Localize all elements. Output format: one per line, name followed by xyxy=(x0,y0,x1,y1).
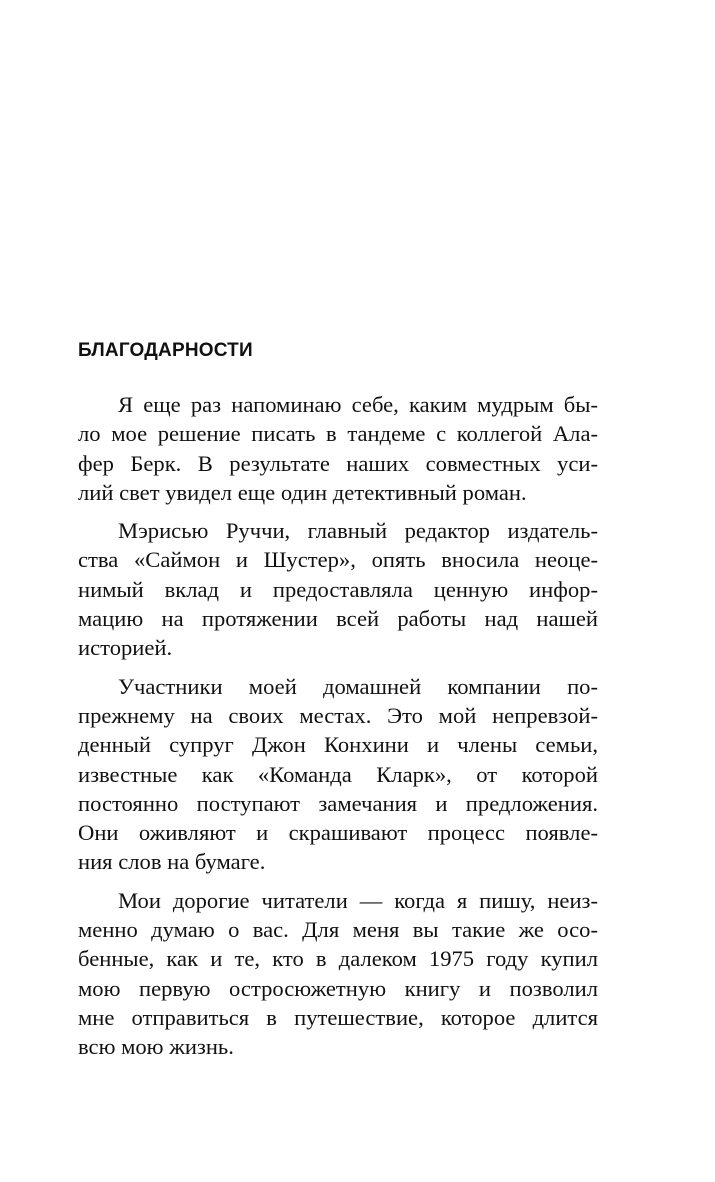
text-line: денный супруг Джон Конхини и члены семьи, xyxy=(78,732,598,758)
text-line: фер Берк. В результате наших совместных уси- xyxy=(78,450,598,476)
text-line: Они оживляют и скрашивают процесс появле- xyxy=(78,820,598,846)
text-line: менно думаю о вас. Для меня вы такие же осо- xyxy=(78,917,598,943)
text-line: всю мою жизнь. xyxy=(78,1034,234,1060)
text-line: ло мое решение писать в тандеме с коллегой Ала- xyxy=(78,421,598,447)
text-line: известные как «Команда Кларк», от которой xyxy=(78,761,598,787)
paragraph-4 xyxy=(78,886,598,1062)
text-line: историей. xyxy=(78,635,173,661)
text-line: лий свет увидел еще один детективный роман. xyxy=(78,479,527,505)
paragraph-1 xyxy=(78,390,598,507)
text-line: бенные, как и те, кто в далеком 1975 году купил xyxy=(78,946,598,972)
page-content xyxy=(78,334,598,1071)
text-line: Участники моей домашней компании по- xyxy=(118,673,598,699)
text-line: мою первую остросюжетную книгу и позволил xyxy=(78,975,598,1001)
text-line: Мэрисью Руччи, главный редактор издатель- xyxy=(118,518,598,544)
text-line: прежнему на своих местах. Это мой непревзой- xyxy=(78,702,598,728)
text-line: ния слов на бумаге. xyxy=(78,849,266,875)
text-line: мне отправиться в путешествие, которое длится xyxy=(78,1004,598,1030)
section-heading: БЛАГОДАРНОСТИ xyxy=(78,340,253,361)
paragraph-2 xyxy=(78,516,598,662)
text-line: постоянно поступают замечания и предложения. xyxy=(78,790,598,816)
paragraph-3 xyxy=(78,672,598,877)
text-line: Мои дорогие читатели — когда я пишу, неиз- xyxy=(118,887,598,913)
text-line: ства «Саймон и Шустер», опять вносила неоце- xyxy=(78,547,598,573)
text-line: мацию на протяжении всей работы над нашей xyxy=(78,606,598,632)
text-line: Я еще раз напоминаю себе, каким мудрым бы- xyxy=(118,392,598,417)
text-line: нимый вклад и предоставляла ценную инфор- xyxy=(78,576,598,602)
